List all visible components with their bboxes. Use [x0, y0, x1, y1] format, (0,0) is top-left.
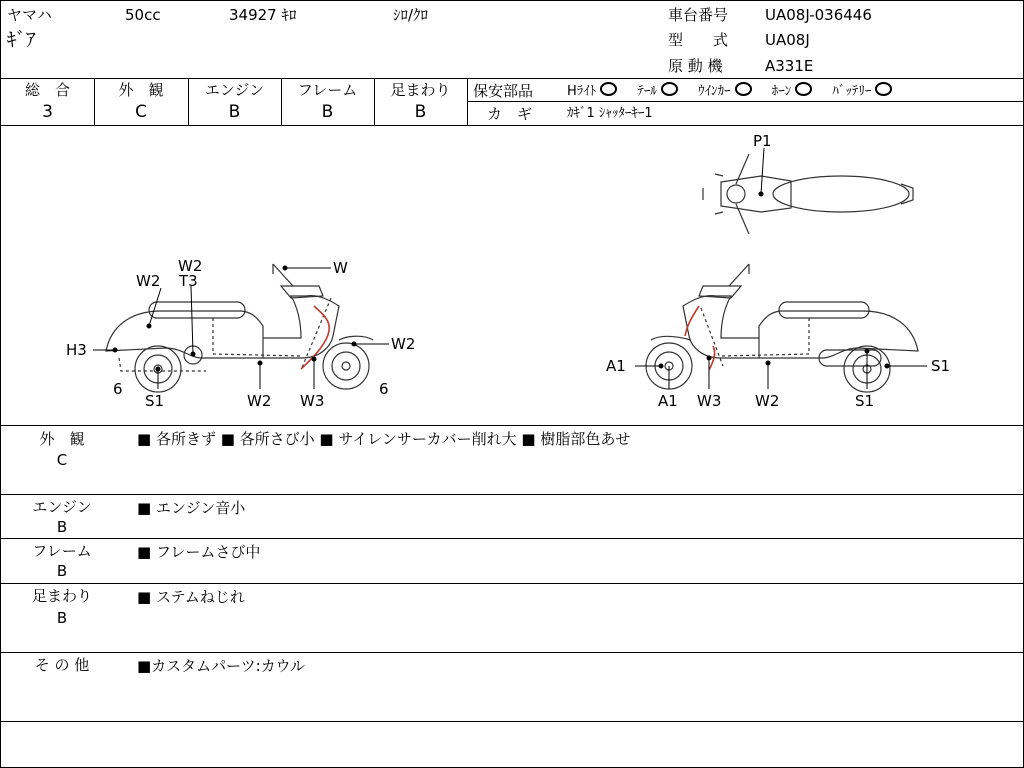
- damage-label: S1: [145, 392, 165, 410]
- safety-parts-label: 保安部品: [473, 82, 534, 100]
- section-engine-label: エンジン: [32, 498, 92, 516]
- divider: [1, 538, 1023, 539]
- divider: [1, 721, 1023, 722]
- taillight-label: ﾃｰﾙ: [637, 84, 657, 99]
- damage-label: W: [333, 259, 348, 277]
- section-exterior-grade: C: [56, 451, 68, 469]
- frame-grade: B: [321, 102, 334, 122]
- model-name: ｷﾞｱ: [7, 29, 36, 51]
- frame-grade-label: フレーム: [297, 81, 358, 99]
- damage-diagram: [1, 126, 1023, 425]
- divider: [1, 652, 1023, 653]
- divider: [467, 101, 1023, 102]
- damage-label: T3: [179, 272, 198, 290]
- exterior-grade-label: 外 観: [118, 81, 164, 99]
- winker-label: ｳｲﾝｶｰ: [698, 84, 731, 99]
- engine-grade-label: エンジン: [204, 81, 265, 99]
- type-value: UA08J: [765, 31, 810, 49]
- suspension-grade: B: [414, 102, 427, 122]
- key-value: ｶｷﾞ1 ｼｬｯﾀｰｷｰ1: [567, 106, 653, 121]
- section-frame-notes: ■ フレームさび中: [137, 543, 261, 561]
- damage-label: A1: [606, 357, 626, 375]
- damage-marks: [301, 306, 715, 370]
- suspension-grade-label: 足まわり: [390, 81, 451, 99]
- section-suspension-notes: ■ ステムねじれ: [137, 588, 245, 606]
- mileage: 34927 ｷﾛ: [229, 6, 297, 24]
- divider: [1, 78, 1023, 79]
- frame-no-label: 車台番号: [668, 6, 729, 24]
- damage-label: W2: [247, 392, 272, 410]
- type-label: 型 式: [668, 31, 729, 49]
- engine-model-value: A331E: [765, 57, 814, 75]
- section-frame-label: フレーム: [32, 542, 92, 560]
- section-engine-notes: ■ エンジン音小: [137, 499, 246, 517]
- ok-circle-icon: [875, 82, 892, 96]
- battery-label: ﾊﾞｯﾃﾘｰ: [832, 84, 872, 99]
- horn-label: ﾎｰﾝ: [771, 84, 792, 99]
- engine-model-label: 原 動 機: [668, 57, 723, 75]
- damage-label: W3: [697, 392, 722, 410]
- damage-label: W2: [755, 392, 780, 410]
- section-exterior-notes: ■ 各所きず ■ 各所さび小 ■ サイレンサーカバー削れ大 ■ 樹脂部色あせ: [137, 430, 631, 448]
- divider: [1, 425, 1023, 426]
- section-suspension-label: 足まわり: [31, 587, 92, 605]
- damage-label: A1: [658, 392, 678, 410]
- ok-circle-icon: [795, 82, 812, 96]
- section-exterior-label: 外 観: [39, 430, 85, 448]
- color: ｼﾛ/ｸﾛ: [393, 6, 429, 24]
- section-engine-grade: B: [56, 518, 68, 536]
- engine-grade: B: [228, 102, 241, 122]
- damage-label: S1: [855, 392, 875, 410]
- ok-circle-icon: [661, 82, 678, 96]
- section-suspension-grade: B: [56, 609, 68, 627]
- scooter-top-view: [703, 154, 913, 234]
- damage-label: W3: [300, 392, 325, 410]
- damage-label: S1: [931, 357, 951, 375]
- damage-label: W2: [136, 272, 161, 290]
- divider: [467, 78, 468, 125]
- frame-no: UA08J-036446: [765, 6, 872, 24]
- damage-label: P1: [753, 132, 772, 150]
- damage-label: 6: [113, 380, 123, 398]
- exterior-grade: C: [135, 102, 147, 122]
- divider: [1, 494, 1023, 495]
- overall-grade: 3: [42, 102, 53, 122]
- section-frame-grade: B: [56, 562, 68, 580]
- section-other-notes: ■カスタムパーツ:カウル: [137, 657, 306, 675]
- overall-grade-label: 総 合: [24, 81, 70, 99]
- key-label: カ ギ: [487, 105, 533, 123]
- ok-circle-icon: [735, 82, 752, 96]
- damage-label: 6: [379, 380, 389, 398]
- displacement: 50cc: [125, 6, 161, 24]
- damage-label: H3: [66, 341, 87, 359]
- damage-label: W2: [178, 257, 203, 275]
- safety-parts-list: [567, 82, 892, 101]
- headlight-label: Hﾗｲﾄ: [567, 84, 597, 99]
- section-other-label: そ の 他: [34, 656, 90, 674]
- maker: ヤマハ: [7, 6, 52, 24]
- divider: [1, 583, 1023, 584]
- ok-circle-icon: [600, 82, 617, 96]
- damage-label: W2: [391, 335, 416, 353]
